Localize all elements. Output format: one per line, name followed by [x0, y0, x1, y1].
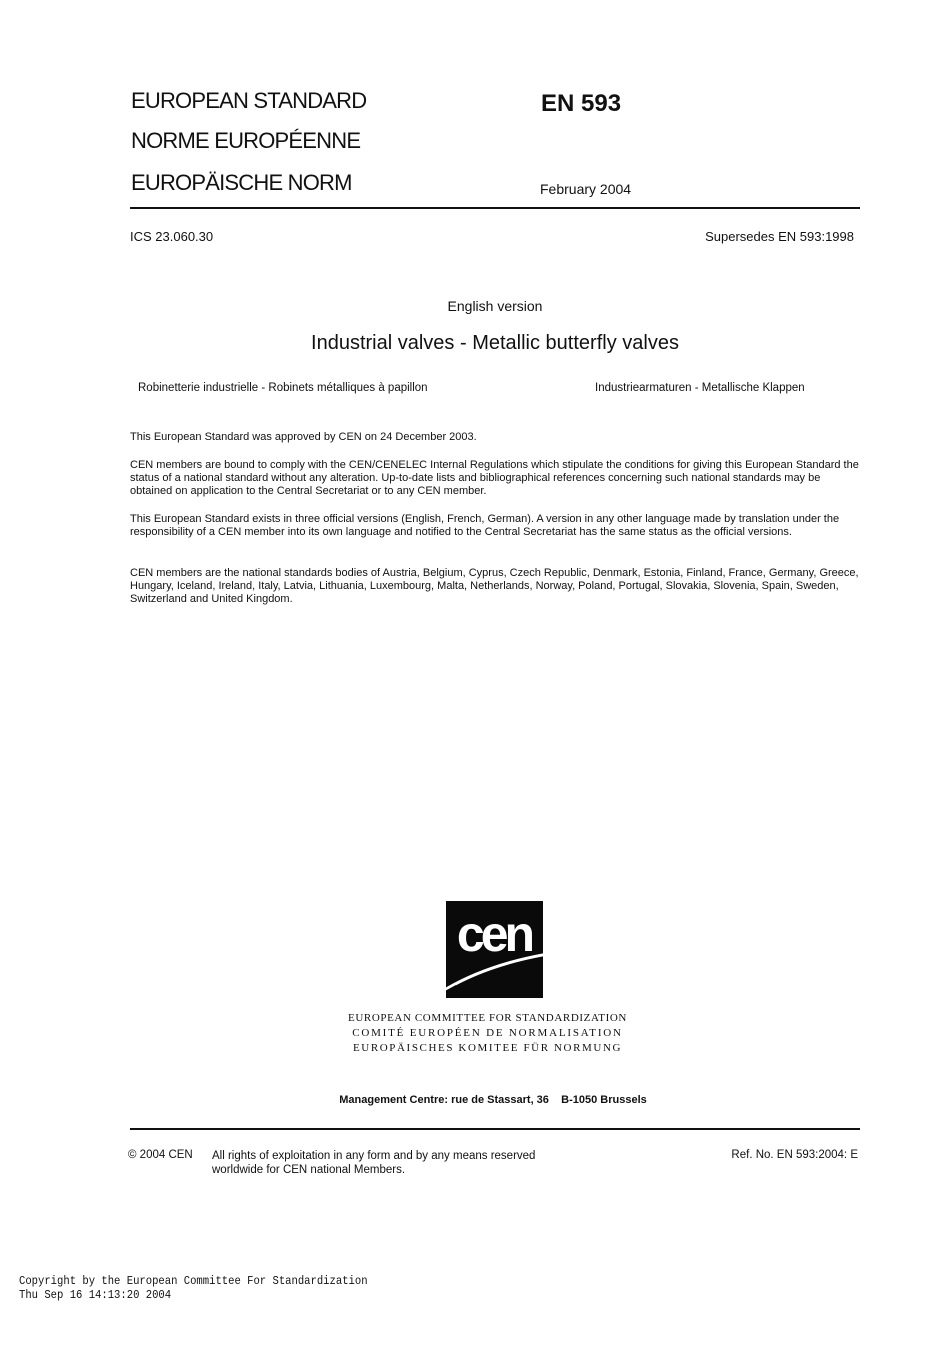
org-name-french: COMITÉ EUROPÉEN DE NORMALISATION: [352, 1027, 623, 1039]
print-stamp-copyright: Copyright by the European Committee For Standardization: [19, 1274, 368, 1288]
print-stamp-timestamp: Thu Sep 16 14:13:20 2004: [19, 1288, 172, 1302]
title-german: EUROPÄISCHE NORM: [131, 170, 352, 195]
print-stamp: [19, 1274, 368, 1302]
cen-logo-icon: [446, 901, 543, 998]
document-title: Industrial valves - Metallic butterfly valves: [311, 332, 679, 354]
french-title: Robinetterie industrielle - Robinets métalliques à papillon: [138, 382, 428, 394]
publication-date: February 2004: [540, 181, 632, 197]
version-label: English version: [447, 298, 543, 314]
top-divider: [130, 207, 860, 209]
standard-number: EN 593: [541, 90, 622, 117]
supersedes-note: Supersedes EN 593:1998: [705, 229, 854, 244]
members-paragraph: CEN members are the national standards bodies of Austria, Belgium, Cyprus, Czech Republic, Denmark, Estonia, Finland, France, Germany, Greece, Hungary, Iceland, Ireland, Italy, Latvia, Lithuania, Luxembourg, Malta, Netherlands, Norway, Poland, Portugal, Slovakia, Slovenia, Spain, Sweden, Switzerland and United Kingdom.: [130, 567, 859, 605]
copyright-notice: © 2004 CEN: [128, 1149, 193, 1161]
management-centre-address: Management Centre: rue de Stassart, 36 B-1050 Brussels: [339, 1094, 647, 1106]
bottom-divider: [130, 1128, 860, 1130]
ics-code: ICS 23.060.30: [130, 229, 214, 244]
approval-paragraph: This European Standard was approved by CEN on 24 December 2003.: [130, 431, 477, 443]
german-title: Industriearmaturen - Metallische Klappen: [595, 382, 805, 394]
rights-statement: All rights of exploitation in any form and by any means reserved worldwide for CEN national Members.: [212, 1150, 536, 1176]
org-name-english: EUROPEAN COMMITTEE FOR STANDARDIZATION: [348, 1012, 627, 1024]
cen-logo-text: cen: [456, 906, 532, 962]
title-english: EUROPEAN STANDARD: [131, 88, 367, 113]
compliance-paragraph: CEN members are bound to comply with the CEN/CENELEC Internal Regulations which stipulate the conditions for giving this European Standard the status of a national standard without any alteration. Up-to-date lists and bibliographical references concerning such national standards may be obtained on application to the Central Secretariat or to any CEN member.: [130, 459, 859, 497]
versions-paragraph: This European Standard exists in three official versions (English, French, German). A version in any other language made by translation under the responsibility of a CEN member into its own language and notified to the Central Secretariat has the same status as the official versions.: [130, 513, 840, 538]
reference-number: Ref. No. EN 593:2004: E: [731, 1149, 858, 1161]
org-name-german: EUROPÄISCHES KOMITEE FÜR NORMUNG: [352, 1042, 623, 1054]
title-french: NORME EUROPÉENNE: [131, 128, 361, 153]
